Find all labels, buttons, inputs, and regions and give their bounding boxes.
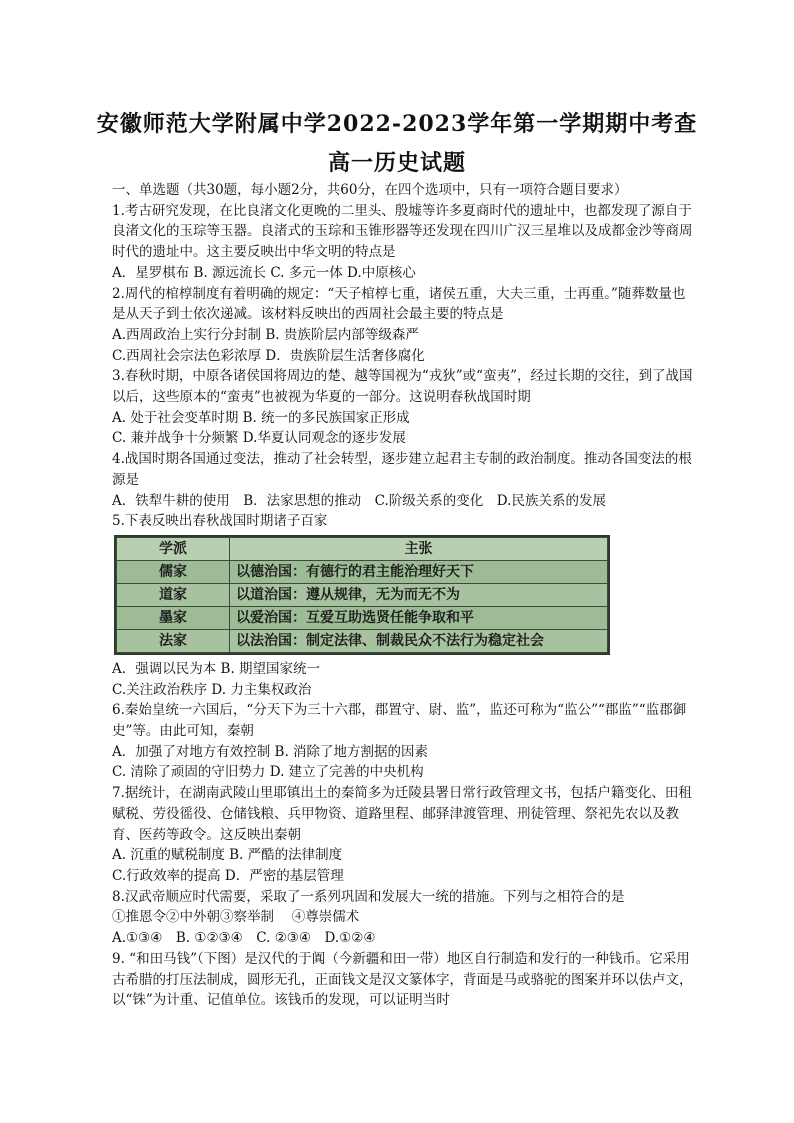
question-options: A．加强了对地方有效控制 B. 消除了地方割据的因素: [112, 743, 429, 760]
question-5: [112, 511, 694, 700]
question-options: A．星罗棋布 B. 源远流长 C. 多元一体 D.中原核心: [112, 264, 416, 281]
question-9: [112, 949, 694, 1011]
question-1: [112, 201, 694, 284]
question-7: [112, 783, 694, 887]
table-cell-school: 儒家: [117, 560, 230, 583]
table-row: [117, 606, 608, 629]
question-2: [112, 284, 694, 367]
question-options: A.①③④ B. ①②③④ C. ②③④ D.①②④: [112, 930, 376, 947]
question-8: [112, 887, 694, 949]
question-stem: 4.战国时期各国通过变法，推动了社会转型，逐步建立起君主专制的政治制度。推动各国变法的根源是: [112, 451, 692, 488]
table-cell-school: 法家: [117, 629, 230, 652]
question-stem: 3.春秋时期，中原各诸侯国将周边的楚、越等国视为“戎狄”或“蛮夷”，经过长期的交往，到了战国以后，这些原本的“蛮夷”也被视为华夏的一部分。这说明春秋战国时期: [112, 368, 693, 406]
question-options: C.西周社会宗法色彩浓厚 D．贵族阶层生活奢侈腐化: [112, 347, 425, 364]
question-items: ①推恩令②中外朝③察举制 ④尊崇儒术: [112, 909, 360, 926]
table-header-claim: 主张: [230, 537, 608, 560]
question-options: C.行政效率的提高 D．严密的基层管理: [112, 867, 344, 884]
question-options: A. 沉重的赋税制度 B. 严酷的法律制度: [112, 847, 343, 864]
question-stem: 9. “和田马钱”（下图）是汉代的于阗（今新疆和田一带）地区自行制造和发行的一种钱币。它采用古希腊的打压法制成，圆形无孔，正面钱文是汉文篆体字，背面是马或骆驼的图案并环以佉卢文，以“铢”为计重、记值单位。该钱币的发现，可以证明当时: [112, 950, 693, 1009]
question-6: [112, 700, 694, 783]
table-cell-claim: 以法治国：制定法律、制裁民众不法行为稳定社会: [230, 629, 608, 652]
question-stem: 2.周代的棺椁制度有着明确的规定：“天子棺椁七重，诸侯五重，大夫三重，士再重。”随葬数量也是从天子到士依次递减。该材料反映出的西周社会最主要的特点是: [112, 285, 686, 323]
question-stem: 7.据统计，在湖南武陵山里耶镇出土的秦简多为迁陵县署日常行政管理文书，包括户籍变化、田租赋税、劳役徭役、仓储钱粮、兵甲物资、道路里程、邮驿津渡管理、刑徒管理、祭祀先农以及教育、医药等政令。这反映出秦朝: [112, 785, 692, 843]
question-options: A.西周政治上实行分封制 B. 贵族阶层内部等级森严: [112, 326, 419, 343]
question-3: [112, 366, 694, 449]
table-row: [117, 583, 608, 606]
question-options: C. 清除了顽固的守旧势力 D. 建立了完善的中央机构: [112, 764, 424, 781]
table-cell-claim: 以德治国：有德行的君主能治理好天下: [230, 560, 608, 583]
table-cell-school: 道家: [117, 583, 230, 606]
exam-content: [112, 180, 694, 1011]
exam-title: 安徽师范大学附属中学2022-2023学年第一学期期中考查: [96, 111, 698, 137]
table-cell-claim: 以道治国：遵从规律，无为而无不为: [230, 583, 608, 606]
table-row: [117, 560, 608, 583]
question-options: A. 处于社会变革时期 B. 统一的多民族国家正形成: [112, 409, 410, 426]
section-header: 一、单选题（共30题，每小题2分，共60分，在四个选项中，只有一项符合题目要求）: [112, 182, 628, 198]
question-options: A．铁犁牛耕的使用 B．法家思想的推动 C.阶级关系的变化 D.民族关系的发展: [112, 492, 606, 509]
schools-table: [114, 535, 610, 655]
question-stem: 5.下表反映出春秋战国时期诸子百家: [112, 513, 328, 530]
question-options: C. 兼并战争十分频繁 D.华夏认同观念的逐步发展: [112, 430, 406, 447]
table-header-school: 学派: [117, 537, 230, 560]
question-stem: 6.秦始皇统一六国后，“分天下为三十六郡，郡置守、尉、监”，监还可称为“监公”“郡监”“监郡御史”等。由此可知，秦朝: [112, 702, 687, 740]
table-row: [117, 629, 608, 652]
question-options: A．强调以民为本 B. 期望国家统一: [112, 660, 321, 677]
table-cell-school: 墨家: [117, 606, 230, 629]
exam-subtitle: 高一历史试题: [327, 150, 466, 176]
table-cell-claim: 以爱治国：互爱互助选贤任能争取和平: [230, 606, 608, 629]
question-4: [112, 449, 694, 511]
question-stem: 1.考古研究发现，在比良渚文化更晚的二里头、殷墟等许多夏商时代的遗址中，也都发现了源自于良渚文化的玉琮等玉器。良渚式的玉琮和玉锥形器等还发现在四川广汉三星堆以及成都金沙等商周时代的遗址中。这主要反映出中华文明的特点是: [112, 202, 693, 261]
question-stem: 8.汉武帝顺应时代需要，采取了一系列巩固和发展大一统的措施。下列与之相符合的是: [112, 888, 625, 905]
question-options: C.关注政治秩序 D. 力主集权政治: [112, 681, 312, 698]
